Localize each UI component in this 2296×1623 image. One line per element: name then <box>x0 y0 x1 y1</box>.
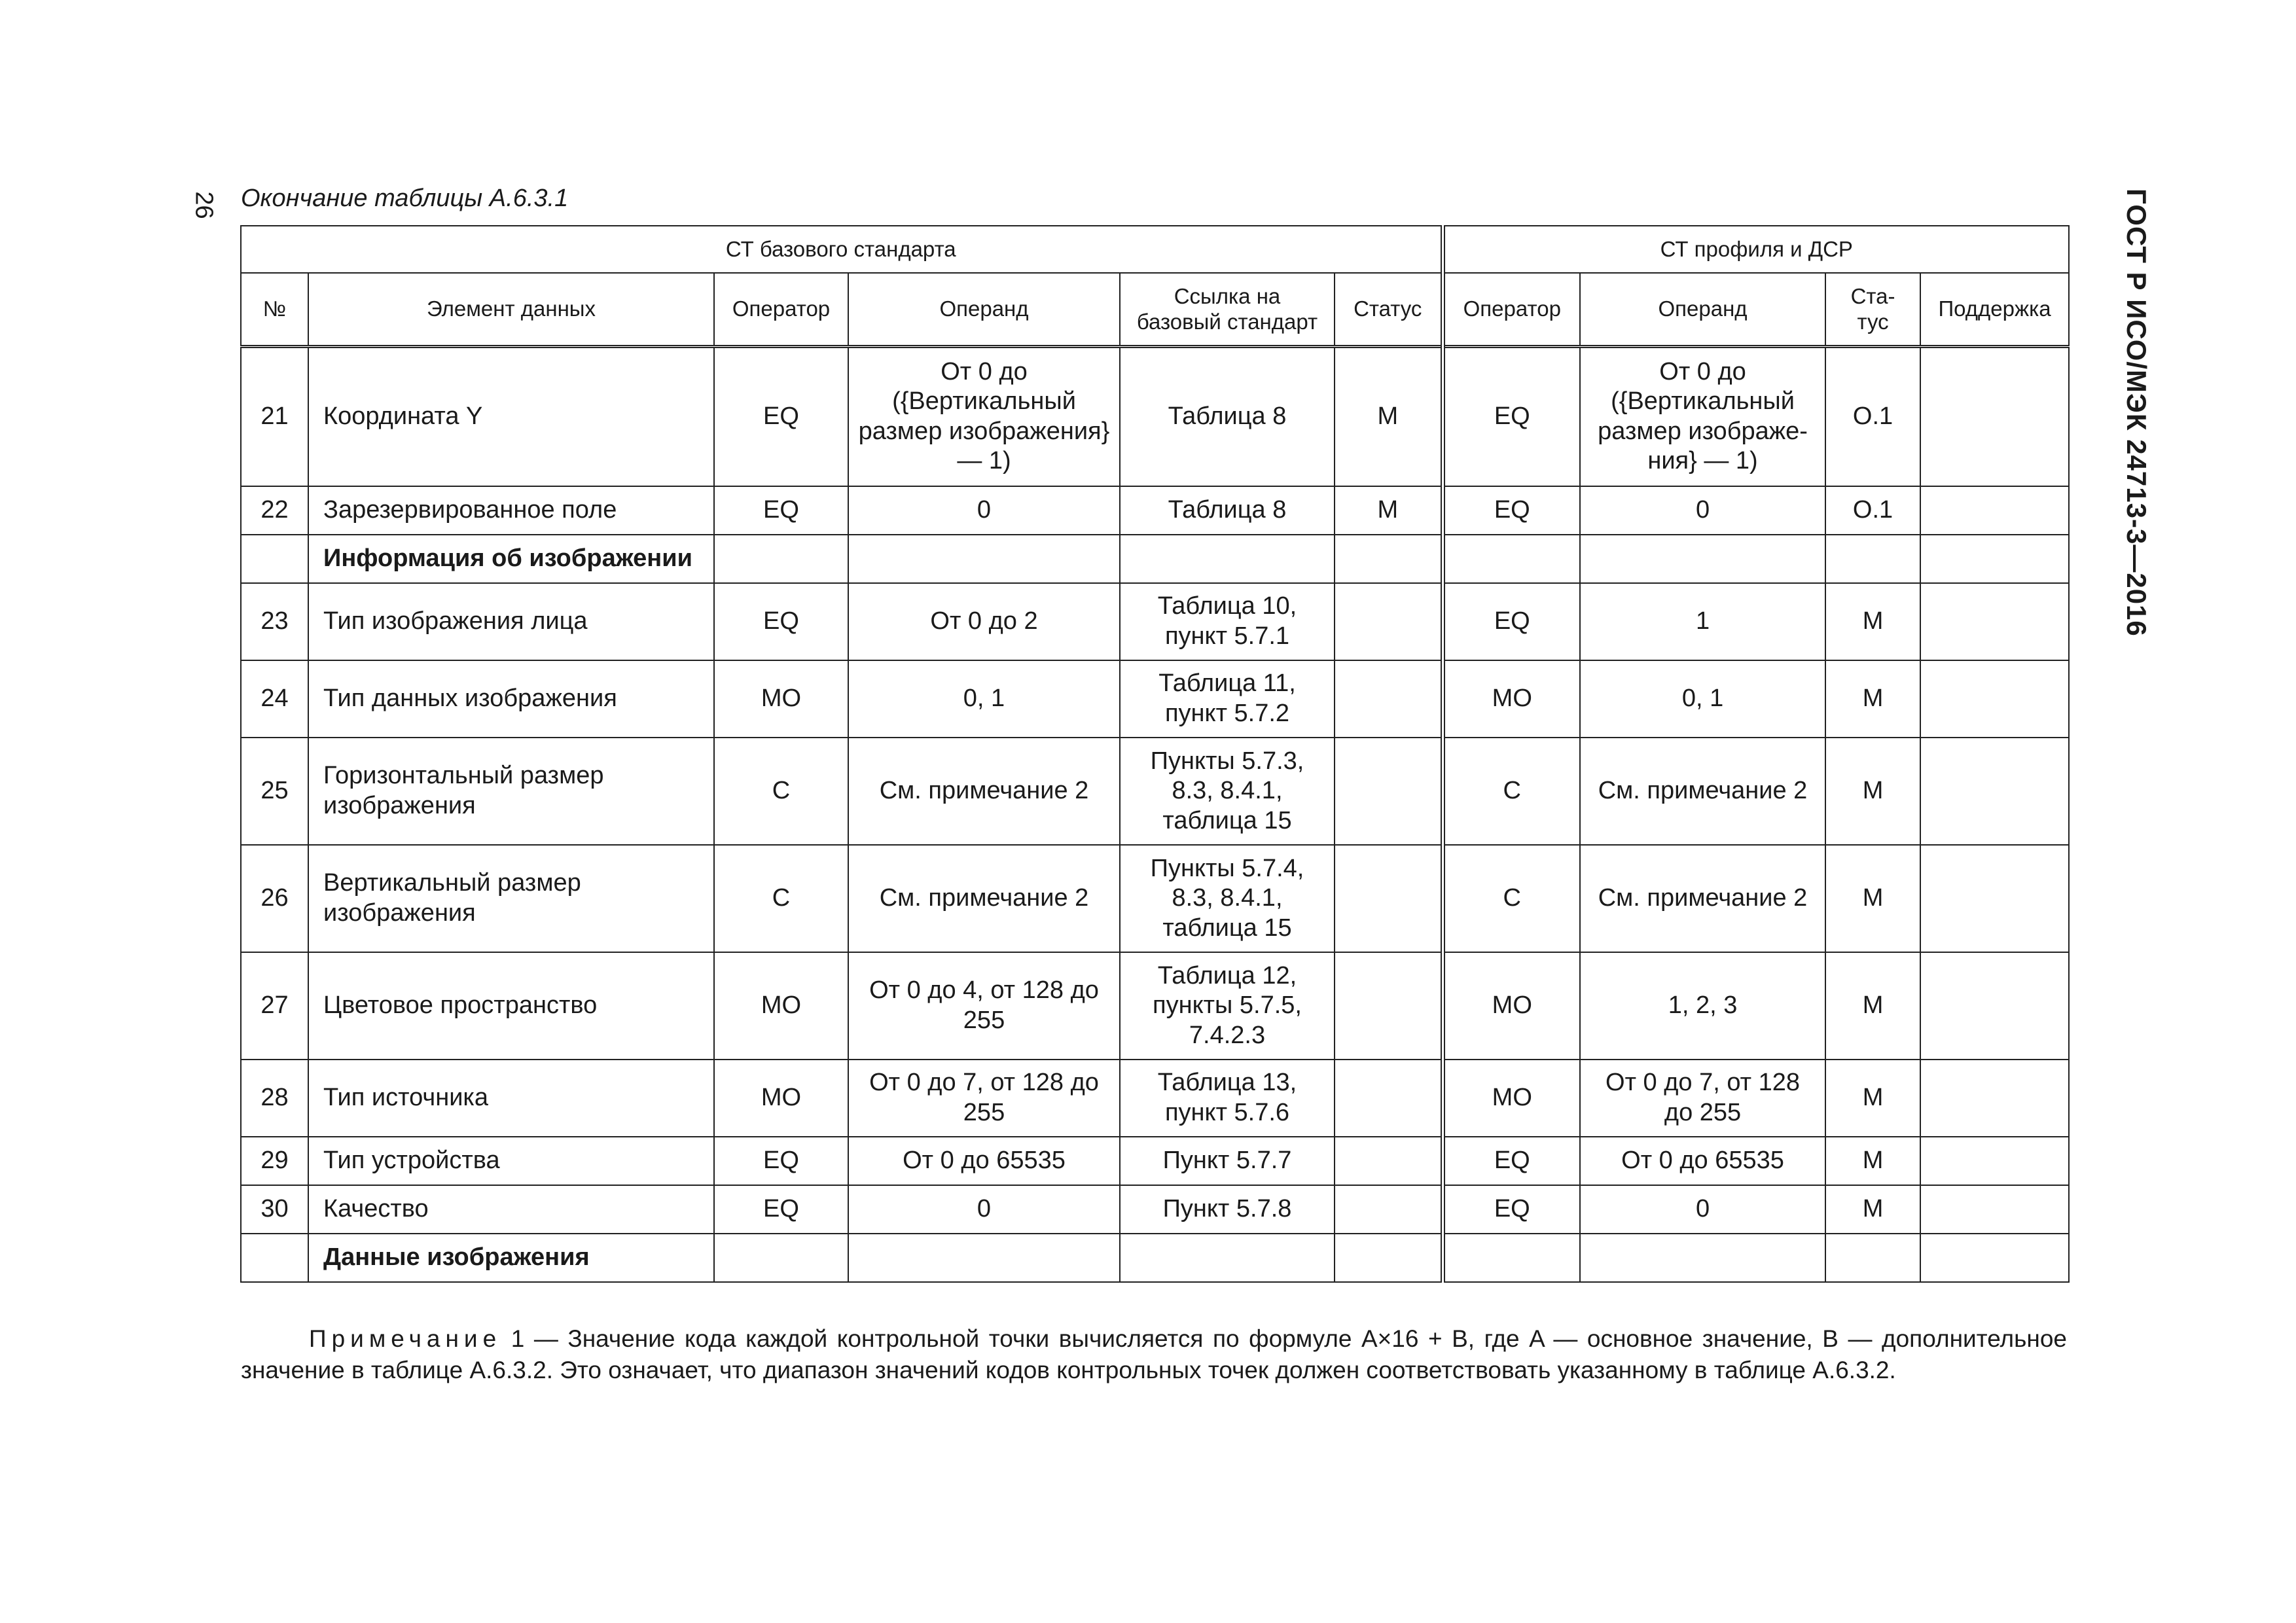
cell-status: M <box>1335 346 1443 486</box>
cell-element: Тип изображения лица <box>308 583 714 660</box>
cell-num: 21 <box>241 346 308 486</box>
cell-p-operand: От 0 до 7, от 128 до 255 <box>1580 1060 1825 1137</box>
cell-operand: От 0 до 7, от 128 до 255 <box>848 1060 1120 1137</box>
cell-status <box>1335 845 1443 952</box>
table-row <box>241 1137 2069 1185</box>
cell-p-operator <box>1443 535 1580 583</box>
cell-p-operator: C <box>1443 738 1580 845</box>
data-elements-table <box>240 225 2070 1283</box>
cell-status <box>1335 1234 1443 1282</box>
cell-p-status <box>1825 1234 1920 1282</box>
page-number: 26 <box>190 191 218 219</box>
cell-p-operand: 1 <box>1580 583 1825 660</box>
cell-element: Тип устройства <box>308 1137 714 1185</box>
cell-support <box>1920 346 2069 486</box>
cell-element: Тип источника <box>308 1060 714 1137</box>
cell-operand: См. примечание 2 <box>848 738 1120 845</box>
column-header-operand: Операнд <box>848 273 1120 346</box>
cell-support <box>1920 738 2069 845</box>
cell-support <box>1920 1060 2069 1137</box>
cell-operand: От 0 до 2 <box>848 583 1120 660</box>
cell-support <box>1920 1137 2069 1185</box>
note-text: 1 — Значение кода каждой контрольной точки вычисляется по формуле A×16 + B, где A — основное значение, B — дополнительное значение в таблице А.6.3.2. Это означает, что диапазон значений кодов контрольных точек должен соответствовать указанному в таблице А.6.3.2. <box>241 1325 2068 1384</box>
cell-reference: Пункт 5.7.7 <box>1120 1137 1335 1185</box>
cell-p-operator: EQ <box>1443 1185 1580 1234</box>
cell-operator <box>714 1234 848 1282</box>
cell-status <box>1335 1137 1443 1185</box>
cell-operator: EQ <box>714 1137 848 1185</box>
table-row <box>241 1060 2069 1137</box>
cell-reference: Таблица 10, пункт 5.7.1 <box>1120 583 1335 660</box>
cell-p-operator: EQ <box>1443 486 1580 535</box>
cell-element: Данные изображения <box>308 1234 714 1282</box>
table-row <box>241 845 2069 952</box>
cell-num: 26 <box>241 845 308 952</box>
cell-num: 23 <box>241 583 308 660</box>
cell-operand: От 0 до 65535 <box>848 1137 1120 1185</box>
table-row <box>241 535 2069 583</box>
table-row <box>241 738 2069 845</box>
cell-p-operator: C <box>1443 845 1580 952</box>
column-header-support: Поддержка <box>1920 273 2069 346</box>
cell-reference: Пункты 5.7.4, 8.3, 8.4.1, таблица 15 <box>1120 845 1335 952</box>
cell-operator: MO <box>714 952 848 1060</box>
cell-element: Тип данных изображения <box>308 660 714 738</box>
cell-p-operator: EQ <box>1443 346 1580 486</box>
cell-operator: MO <box>714 1060 848 1137</box>
table-note <box>241 1323 2067 1386</box>
column-header-reference: Ссылка на базовый стандарт <box>1120 273 1335 346</box>
cell-reference: Пункт 5.7.8 <box>1120 1185 1335 1234</box>
column-header-profile-operator: Оператор <box>1443 273 1580 346</box>
group-header-base: СТ базового стандарта <box>241 226 1443 273</box>
cell-p-operator: EQ <box>1443 583 1580 660</box>
cell-num: 25 <box>241 738 308 845</box>
cell-operator: C <box>714 845 848 952</box>
table-row <box>241 1185 2069 1234</box>
cell-p-status: O.1 <box>1825 486 1920 535</box>
cell-p-operand: 0 <box>1580 1185 1825 1234</box>
cell-status <box>1335 1185 1443 1234</box>
table-row <box>241 346 2069 486</box>
column-header-status: Статус <box>1335 273 1443 346</box>
cell-operand: 0 <box>848 1185 1120 1234</box>
note-label: Примечание <box>309 1325 502 1352</box>
table-row <box>241 660 2069 738</box>
cell-p-status: M <box>1825 660 1920 738</box>
cell-reference: Таблица 8 <box>1120 346 1335 486</box>
cell-p-operator: MO <box>1443 952 1580 1060</box>
cell-element: Вертикальный размер изображения <box>308 845 714 952</box>
cell-p-status: M <box>1825 845 1920 952</box>
cell-operand: От 0 до ({Вертикальный размер изображения} — 1) <box>848 346 1120 486</box>
table-row <box>241 583 2069 660</box>
cell-p-status: M <box>1825 952 1920 1060</box>
cell-num: 30 <box>241 1185 308 1234</box>
cell-reference: Таблица 11, пункт 5.7.2 <box>1120 660 1335 738</box>
cell-element: Горизонтальный размер изображения <box>308 738 714 845</box>
cell-operand: 0, 1 <box>848 660 1120 738</box>
column-header-profile-operand: Операнд <box>1580 273 1825 346</box>
cell-element: Зарезервированное поле <box>308 486 714 535</box>
cell-num: 29 <box>241 1137 308 1185</box>
column-header-operator: Оператор <box>714 273 848 346</box>
table-row <box>241 486 2069 535</box>
cell-operator: EQ <box>714 583 848 660</box>
cell-status <box>1335 952 1443 1060</box>
cell-p-operand <box>1580 1234 1825 1282</box>
cell-reference: Таблица 8 <box>1120 486 1335 535</box>
cell-status <box>1335 1060 1443 1137</box>
cell-num: 27 <box>241 952 308 1060</box>
cell-p-operand <box>1580 535 1825 583</box>
cell-num: 24 <box>241 660 308 738</box>
cell-element: Цветовое пространство <box>308 952 714 1060</box>
cell-operator: MO <box>714 660 848 738</box>
cell-operand: 0 <box>848 486 1120 535</box>
cell-element: Координата Y <box>308 346 714 486</box>
cell-element: Качество <box>308 1185 714 1234</box>
cell-num: 22 <box>241 486 308 535</box>
cell-num <box>241 1234 308 1282</box>
cell-element: Информация об изображении <box>308 535 714 583</box>
cell-operator: EQ <box>714 486 848 535</box>
cell-p-operator: MO <box>1443 660 1580 738</box>
cell-status <box>1335 583 1443 660</box>
cell-reference: Таблица 12, пункты 5.7.5, 7.4.2.3 <box>1120 952 1335 1060</box>
cell-p-operand: См. примечание 2 <box>1580 845 1825 952</box>
cell-status: M <box>1335 486 1443 535</box>
cell-support <box>1920 952 2069 1060</box>
cell-p-operator: EQ <box>1443 1137 1580 1185</box>
cell-p-operand: 0 <box>1580 486 1825 535</box>
cell-p-status: M <box>1825 738 1920 845</box>
cell-p-operand: См. примечание 2 <box>1580 738 1825 845</box>
cell-p-operand: От 0 до 65535 <box>1580 1137 1825 1185</box>
column-header-num: № <box>241 273 308 346</box>
cell-p-operator <box>1443 1234 1580 1282</box>
cell-p-status: O.1 <box>1825 346 1920 486</box>
cell-support <box>1920 583 2069 660</box>
cell-support <box>1920 845 2069 952</box>
cell-support <box>1920 1185 2069 1234</box>
cell-operator: EQ <box>714 346 848 486</box>
cell-operand: См. примечание 2 <box>848 845 1120 952</box>
table-row <box>241 952 2069 1060</box>
cell-status <box>1335 660 1443 738</box>
column-header-profile-status: Ста-тус <box>1825 273 1920 346</box>
cell-num: 28 <box>241 1060 308 1137</box>
table-caption: Окончание таблицы А.6.3.1 <box>241 185 569 212</box>
cell-operand: От 0 до 4, от 128 до 255 <box>848 952 1120 1060</box>
cell-operator: C <box>714 738 848 845</box>
cell-num <box>241 535 308 583</box>
cell-p-operator: MO <box>1443 1060 1580 1137</box>
cell-p-operand: 0, 1 <box>1580 660 1825 738</box>
cell-operator <box>714 535 848 583</box>
cell-p-status: M <box>1825 1060 1920 1137</box>
cell-p-status: M <box>1825 1185 1920 1234</box>
cell-operator: EQ <box>714 1185 848 1234</box>
cell-support <box>1920 660 2069 738</box>
cell-reference <box>1120 535 1335 583</box>
cell-p-operand: 1, 2, 3 <box>1580 952 1825 1060</box>
cell-operand <box>848 535 1120 583</box>
cell-support <box>1920 535 2069 583</box>
cell-support <box>1920 486 2069 535</box>
table-body <box>241 346 2069 1282</box>
group-header-profile: СТ профиля и ДСР <box>1443 226 2069 273</box>
cell-status <box>1335 738 1443 845</box>
table-row <box>241 1234 2069 1282</box>
cell-p-status: M <box>1825 583 1920 660</box>
column-header-element: Элемент данных <box>308 273 714 346</box>
cell-reference: Пункты 5.7.3, 8.3, 8.4.1, таблица 15 <box>1120 738 1335 845</box>
cell-p-status: M <box>1825 1137 1920 1185</box>
cell-operand <box>848 1234 1120 1282</box>
cell-p-operand: От 0 до ({Вертикальный размер изображе-ния} — 1) <box>1580 346 1825 486</box>
cell-reference: Таблица 13, пункт 5.7.6 <box>1120 1060 1335 1137</box>
document-title: ГОСТ Р ИСО/МЭК 24713-3—2016 <box>2121 188 2152 637</box>
cell-p-status <box>1825 535 1920 583</box>
cell-status <box>1335 535 1443 583</box>
cell-reference <box>1120 1234 1335 1282</box>
cell-support <box>1920 1234 2069 1282</box>
